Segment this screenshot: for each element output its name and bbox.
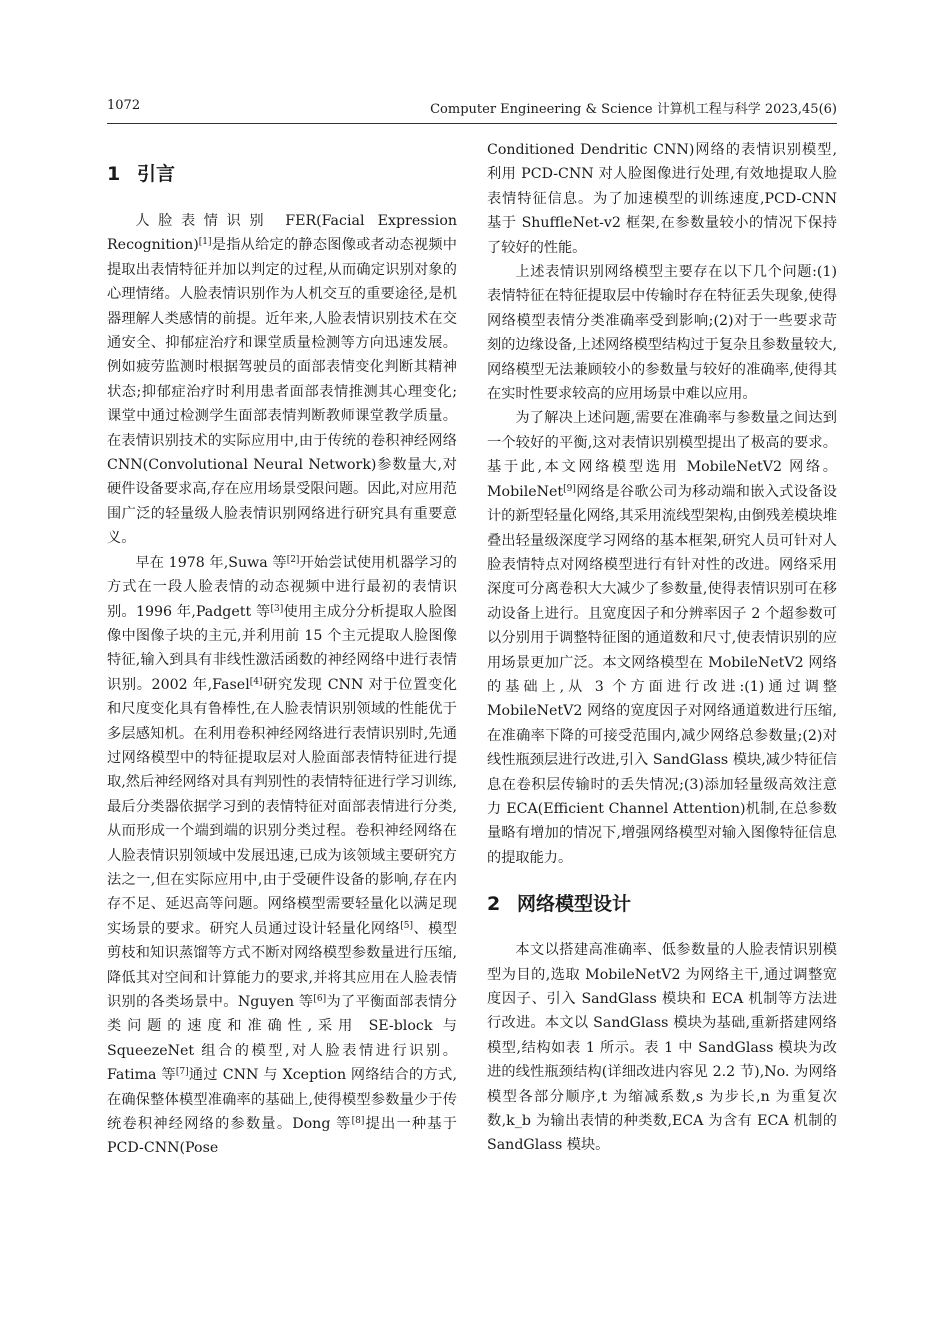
paragraph: 人脸表情识别 FER(Facial Expression Recognition)[1]是指从给定的静态图像或者动态视频中提取出表情特征并加以判定的过程,从而确定识别对象的心理情绪。人脸表情识别作为人机交互的重要途径,是机器理解人类感情的前提。近年来,人脸表情识别技术在交通安全、抑郁症治疗和课堂质量检测等方向迅速发展。例如疲劳监测时根据驾驶员的面部表情变化判断其精神状态;抑郁症治疗时利用患者面部表情推测其心理变化;课堂中通过检测学生面部表情判断教师课堂教学质量。在表情识别技术的实际应用中,由于传统的卷积神经网络 CNN(Convolutional Neural Network)参数量大,对硬件设备要求高,存在应用场景受限问题。因此,对应用范围广泛的轻量级人脸表情识别网络进行研究具有重要意义。: [107, 213, 457, 547]
right-column: [487, 138, 837, 1158]
section-title: 引言: [137, 163, 176, 185]
paragraph: Conditioned Dendritic CNN)网络的表情识别模型,利用 PCD-CNN 对人脸图像进行处理,有效地提取人脸表情特征信息。为了加速模型的训练速度,PCD-CNN 基于 ShuffleNet-v2 框架,在参数量较小的情况下保持了较好的性能。: [487, 142, 837, 256]
citation: [7]: [175, 1067, 189, 1078]
section-heading-2: [487, 892, 837, 916]
page-number: 1072: [107, 98, 141, 113]
header-rule: [107, 123, 837, 124]
paragraph: 为了解决上述问题,需要在准确率与参数量之间达到一个较好的平衡,这对表情识别模型提出了极高的要求。基于此,本文网络模型选用 MobileNetV2 网络。MobileNet[9]网络是谷歌公司为移动端和嵌入式设备设计的新型轻量化网络,其采用流线型架构,由倒残差模块堆叠出轻量级深度学习网络的基本框架,研究人员可针对人脸表情特点对网络模型进行有针对性的改进。网络采用深度可分离卷积大大减少了参数量,使得表情识别可在移动设备上进行。且宽度因子和分辨率因子 2 个超参数可以分别用于调整特征图的通道数和尺寸,使表情识别的应用场景更加广泛。本文网络模型在 MobileNetV2 网络的基础上,从 3 个方面进行改进:(1)通过调整 MobileNetV2 网络的宽度因子对网络通道数进行压缩,在准确率下降的可接受范围内,减少网络总参数量;(2)对线性瓶颈层进行改进,引入 SandGlass 模块,减少特征信息在卷积层传输时的丢失情况;(3)添加轻量级高效注意力 ECA(Efficient Channel Attention)机制,在总参数量略有增加的情况下,增强网络模型对输入图像特征信息的提取能力。: [487, 410, 837, 866]
section-title: 网络模型设计: [517, 893, 632, 916]
citation: [3]: [270, 603, 284, 614]
citation: [8]: [351, 1116, 365, 1127]
journal-title: Computer Engineering & Science 计算机工程与科学 2023,45(6): [430, 102, 837, 117]
citation: [4]: [249, 676, 263, 687]
section-number: 1: [107, 163, 121, 185]
citation: [5]: [400, 920, 413, 931]
section-number: 2: [487, 893, 501, 916]
citation: [2]: [286, 554, 300, 565]
citation: [1]: [198, 237, 212, 248]
section-heading-1: [107, 162, 457, 186]
paragraph: 早在 1978 年,Suwa 等[2]开始尝试使用机器学习的方式在一段人脸表情的动态视频中进行最初的表情识别。1996 年,Padgett 等[3]使用主成分分析提取人脸图像中图像子块的主元,并利用前 15 个主元提取人脸图像特征,输入到具有非线性激活函数的神经网络中进行表情识别。2002 年,Fasel[4]研究发现 CNN 对于位置变化和尺度变化具有鲁棒性,在人脸表情识别领域的性能优于多层感知机。在利用卷积神经网络进行表情识别时,先通过网络模型中的特征提取层对人脸面部表情特征进行提取,然后神经网络对具有判别性的表情特征进行学习训练,最后分类器依据学习到的表情特征对面部表情进行分类,从而形成一个端到端的识别分类过程。卷积神经网络在人脸表情识别领域中发展迅速,已成为该领域主要研究方法之一,但在实际应用中,由于受硬件设备的影响,存在内存不足、延迟高等问题。网络模型需要轻量化以满足现实场景的要求。研究人员通过设计轻量化网络[5]、模型剪枝和知识蒸馏等方式不断对网络模型参数量进行压缩,降低其对空间和计算能力的要求,并将其应用在人脸表情识别的各类场景中。Nguyen 等[6]为了平衡面部表情分类问题的速度和准确性,采用 SE-block 与 SqueezeNet 组合的模型,对人脸表情进行识别。Fatima 等[7]通过 CNN 与 Xception 网络结合的方式,在确保整体模型准确率的基础上,使得模型参数量少于传统卷积神经网络的参数量。Dong 等[8]提出一种基于 PCD-CNN(Pose: [107, 554, 457, 1157]
left-column: [107, 138, 457, 1161]
paragraph: 本文以搭建高准确率、低参数量的人脸表情识别模型为目的,选取 MobileNetV2 为网络主干,通过调整宽度因子、引入 SandGlass 模块和 ECA 机制等方法进行改进。本文以 SandGlass 模块为基础,重新搭建网络模型,结构如表 1 所示。表 1 中 SandGlass 模块为改进的线性瓶颈结构(详细改进内容见 2.2 节),No. 为网络模型各部分顺序,t 为缩减系数,s 为步长,n 为重复次数,k_b 为输出表情的种类数,ECA 为含有 ECA 机制的 SandGlass 模块。: [487, 942, 837, 1154]
citation: [9]: [563, 483, 576, 494]
running-header: [107, 98, 837, 118]
paragraph: 上述表情识别网络模型主要存在以下几个问题:(1)表情特征在特征提取层中传输时存在特征丢失现象,使得网络模型表情分类准确率受到影响;(2)对于一些要求苛刻的边缘设备,上述网络模型结构过于复杂且参数量较大,网络模型无法兼顾较小的参数量与较好的准确率,使得其在实时性要求较高的应用场景中难以应用。: [487, 264, 837, 403]
citation: [6]: [313, 994, 327, 1004]
